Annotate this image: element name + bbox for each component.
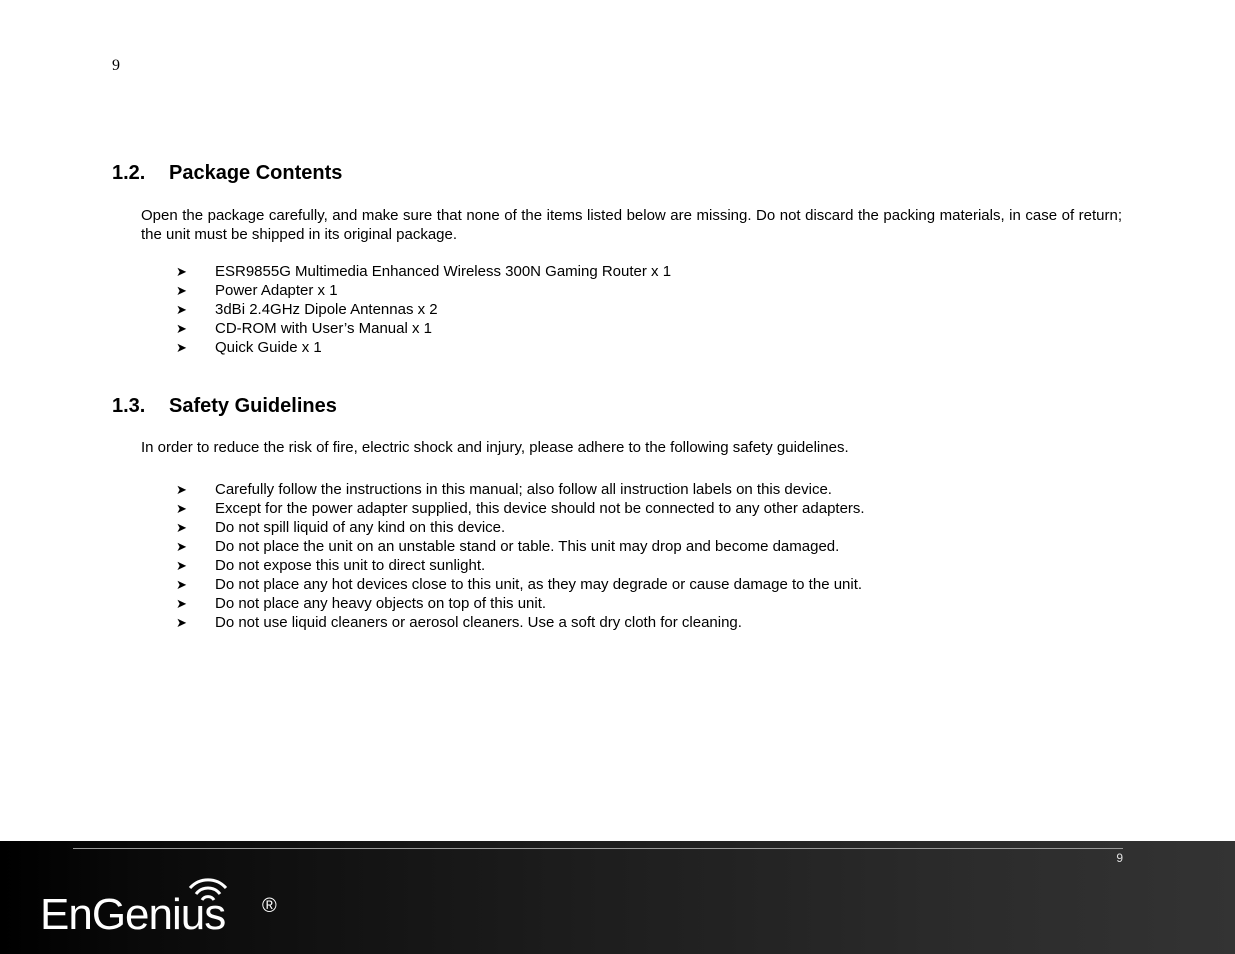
arrow-bullet-icon: ➤ <box>176 340 187 355</box>
arrow-bullet-icon: ➤ <box>176 302 187 317</box>
list-item: ➤ Do not place the unit on an unstable stand or table. This unit may drop and become damaged. <box>176 538 840 555</box>
list-item: ➤ Do not use liquid cleaners or aerosol cleaners. Use a soft dry cloth for cleaning. <box>176 614 742 631</box>
list-item: ➤ Do not place any hot devices close to this unit, as they may degrade or cause damage to the unit. <box>176 576 863 593</box>
page-footer <box>0 841 1235 954</box>
section-title: Safety Guidelines <box>169 395 337 417</box>
list-item: ➤ CD-ROM with User’s Manual x 1 <box>176 320 432 337</box>
section-number: 1.3. <box>112 395 146 417</box>
footer-divider <box>73 848 1123 849</box>
list-item: ➤ Quick Guide x 1 <box>176 339 322 356</box>
arrow-bullet-icon: ➤ <box>176 283 187 298</box>
arrow-bullet-icon: ➤ <box>176 558 187 573</box>
section-title: Package Contents <box>169 162 343 184</box>
package-contents-list <box>176 262 671 357</box>
footer-page-number: 9 <box>1116 851 1123 865</box>
list-item: ➤ Do not expose this unit to direct sunlight. <box>176 557 486 574</box>
section-heading-package-contents <box>112 162 342 185</box>
list-item: ➤ Do not spill liquid of any kind on this device. <box>176 519 506 536</box>
logo-wordmark: EnGenius <box>40 890 226 939</box>
safety-intro-paragraph: In order to reduce the risk of fire, electric shock and injury, please adhere to the following safety guidelines. <box>141 439 849 456</box>
section-number: 1.2. <box>112 162 146 184</box>
list-item: ➤ 3dBi 2.4GHz Dipole Antennas x 2 <box>176 301 438 318</box>
arrow-bullet-icon: ➤ <box>176 615 187 630</box>
section-heading-safety-guidelines <box>112 395 337 418</box>
list-item: ➤ Power Adapter x 1 <box>176 282 338 299</box>
wifi-signal-icon <box>186 875 230 905</box>
list-item: ➤ Do not place any heavy objects on top of this unit. <box>176 595 547 612</box>
list-item: ➤ ESR9855G Multimedia Enhanced Wireless 300N Gaming Router x 1 <box>176 263 672 280</box>
arrow-bullet-icon: ➤ <box>176 539 187 554</box>
arrow-bullet-icon: ➤ <box>176 482 187 497</box>
page-number-top: 9 <box>112 57 120 74</box>
arrow-bullet-icon: ➤ <box>176 501 187 516</box>
arrow-bullet-icon: ➤ <box>176 577 187 592</box>
list-item: ➤ Carefully follow the instructions in this manual; also follow all instruction labels on this device. <box>176 481 832 498</box>
arrow-bullet-icon: ➤ <box>176 596 187 611</box>
arrow-bullet-icon: ➤ <box>176 321 187 336</box>
registered-mark: ® <box>262 895 277 917</box>
list-item: ➤ Except for the power adapter supplied, this device should not be connected to any other adapters. <box>176 500 865 517</box>
package-intro-paragraph: Open the package carefully, and make sure that none of the items listed below are missing. Do not discard the packing materials, in case of return; the unit must be shipped in its original package. <box>141 207 1122 243</box>
safety-guidelines-list <box>176 480 865 632</box>
arrow-bullet-icon: ➤ <box>176 520 187 535</box>
arrow-bullet-icon: ➤ <box>176 264 187 279</box>
